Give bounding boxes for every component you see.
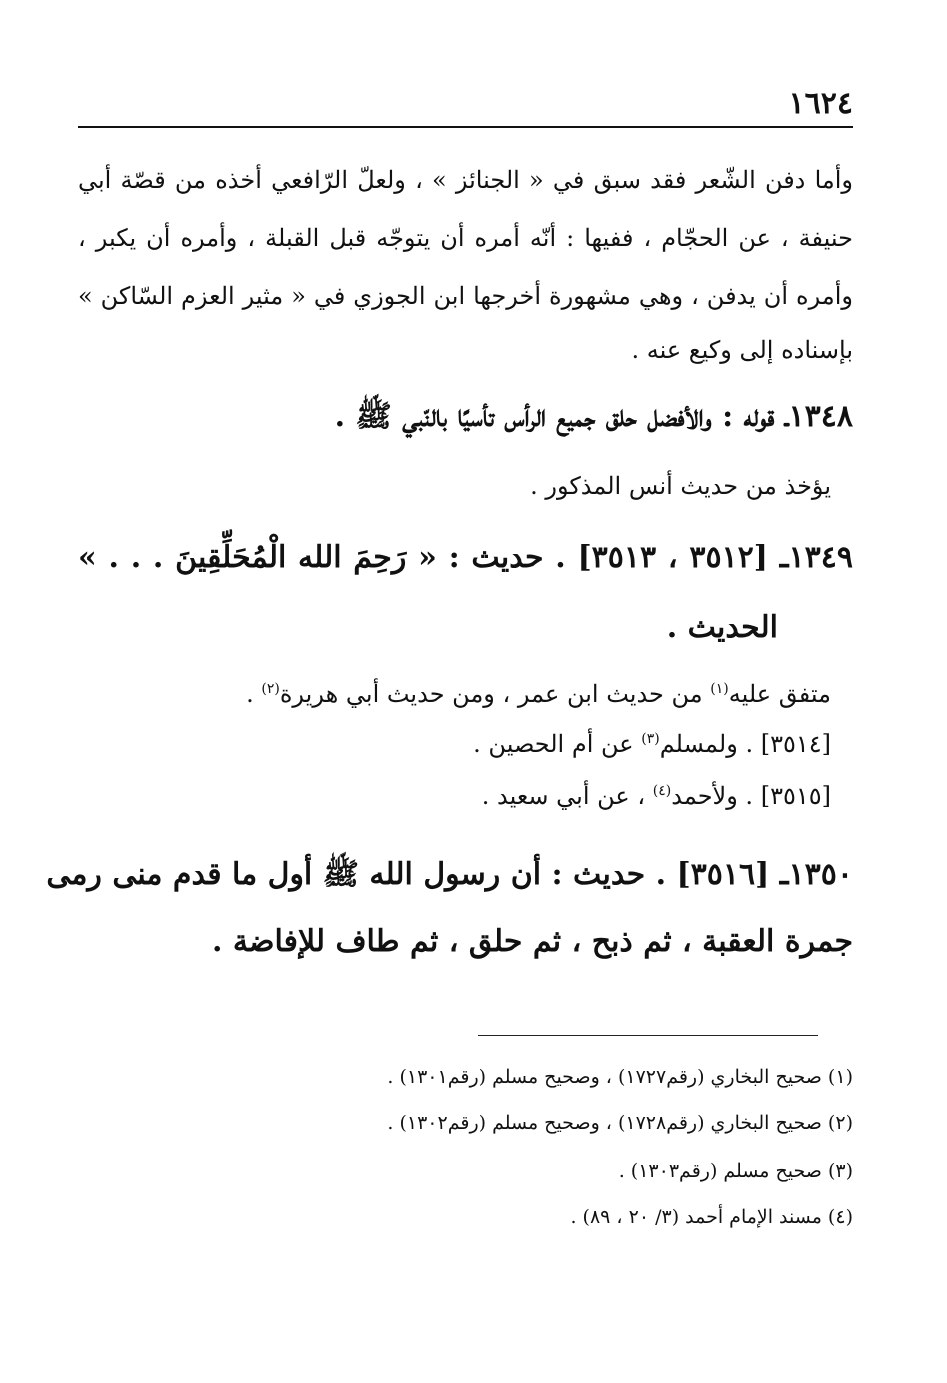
- entry-1349-line: [482, 782, 831, 810]
- page-number: ١٦٢٤: [788, 86, 853, 121]
- entry-1350-heading-cont: جمرة العقبة ، ثم ذبح ، ثم حلق ، ثم طاف للإفاضة .: [212, 924, 853, 959]
- text-segment: ، عن أبي سعيد .: [481, 782, 653, 810]
- footnote-ref: (٤): [652, 783, 672, 799]
- entry-1350-heading: ١٣٥٠ـ [٣٥١٦] . حديث : أن رسول الله ﷺ أول ما قدم منى رمى: [46, 857, 853, 892]
- entry-1349-heading: ١٣٤٩ـ [٣٥١٢ ، ٣٥١٣] . حديث : « رَحِمَ الله الْمُحَلِّقِينَ . . . »: [78, 540, 853, 575]
- text-segment: [٣٥١٥] . ولأحمد: [671, 782, 831, 810]
- text-segment: .: [246, 680, 262, 708]
- footnote-ref: (١): [710, 681, 729, 697]
- paragraph-line: وأما دفن الشّعر فقد سبق في « الجنائز » ، ولعلّ الرّافعي أخذه من قصّة أبي: [78, 166, 853, 194]
- text-segment: [٣٥١٤] . ولمسلم: [659, 730, 831, 758]
- page-header: [78, 86, 853, 128]
- text-segment: من حديث ابن عمر ، ومن حديث أبي هريرة: [279, 680, 711, 708]
- footnote-ref: (٣): [641, 731, 660, 747]
- paragraph-line: حنيفة ، عن الحجّام ، ففيها : أنّه أمره أن يتوجّه قبل القبلة ، وأمره أن يكبر ،: [78, 224, 853, 252]
- entry-1349-line: [473, 730, 831, 758]
- footnote-ref: (٢): [261, 681, 280, 697]
- text-segment: عن أم الحصين .: [473, 730, 642, 758]
- header-rule: [78, 126, 853, 128]
- paragraph-line: بإسناده إلى وكيع عنه .: [631, 336, 853, 364]
- entry-1348-heading: ١٣٤٨ـ قوله : والأفضل حلق جميع الرأس تأسيًا بالنّبي ﷺ .: [334, 399, 853, 434]
- entry-1349-heading-cont: الحديث .: [666, 610, 778, 645]
- entry-1348-text: يؤخذ من حديث أنس المذكور .: [530, 472, 831, 500]
- entry-1349-line: [246, 680, 831, 708]
- book-page: [46, 0, 853, 1383]
- footnote: (٢) صحيح البخاري (رقم١٧٢٨) ، وصحيح مسلم (رقم١٣٠٢) .: [387, 1112, 853, 1134]
- footnote: (١) صحيح البخاري (رقم١٧٢٧) ، وصحيح مسلم (رقم١٣٠١) .: [387, 1066, 853, 1088]
- footnote: (٤) مسند الإمام أحمد (٣/ ٢٠ ، ٨٩) .: [570, 1206, 853, 1228]
- text-segment: متفق عليه: [728, 680, 831, 708]
- paragraph-line: وأمره أن يدفن ، وهي مشهورة أخرجها ابن الجوزي في « مثير العزم السّاكن »: [78, 282, 853, 310]
- footnote-separator: [478, 1035, 818, 1036]
- footnote: (٣) صحيح مسلم (رقم١٣٠٣) .: [618, 1160, 853, 1182]
